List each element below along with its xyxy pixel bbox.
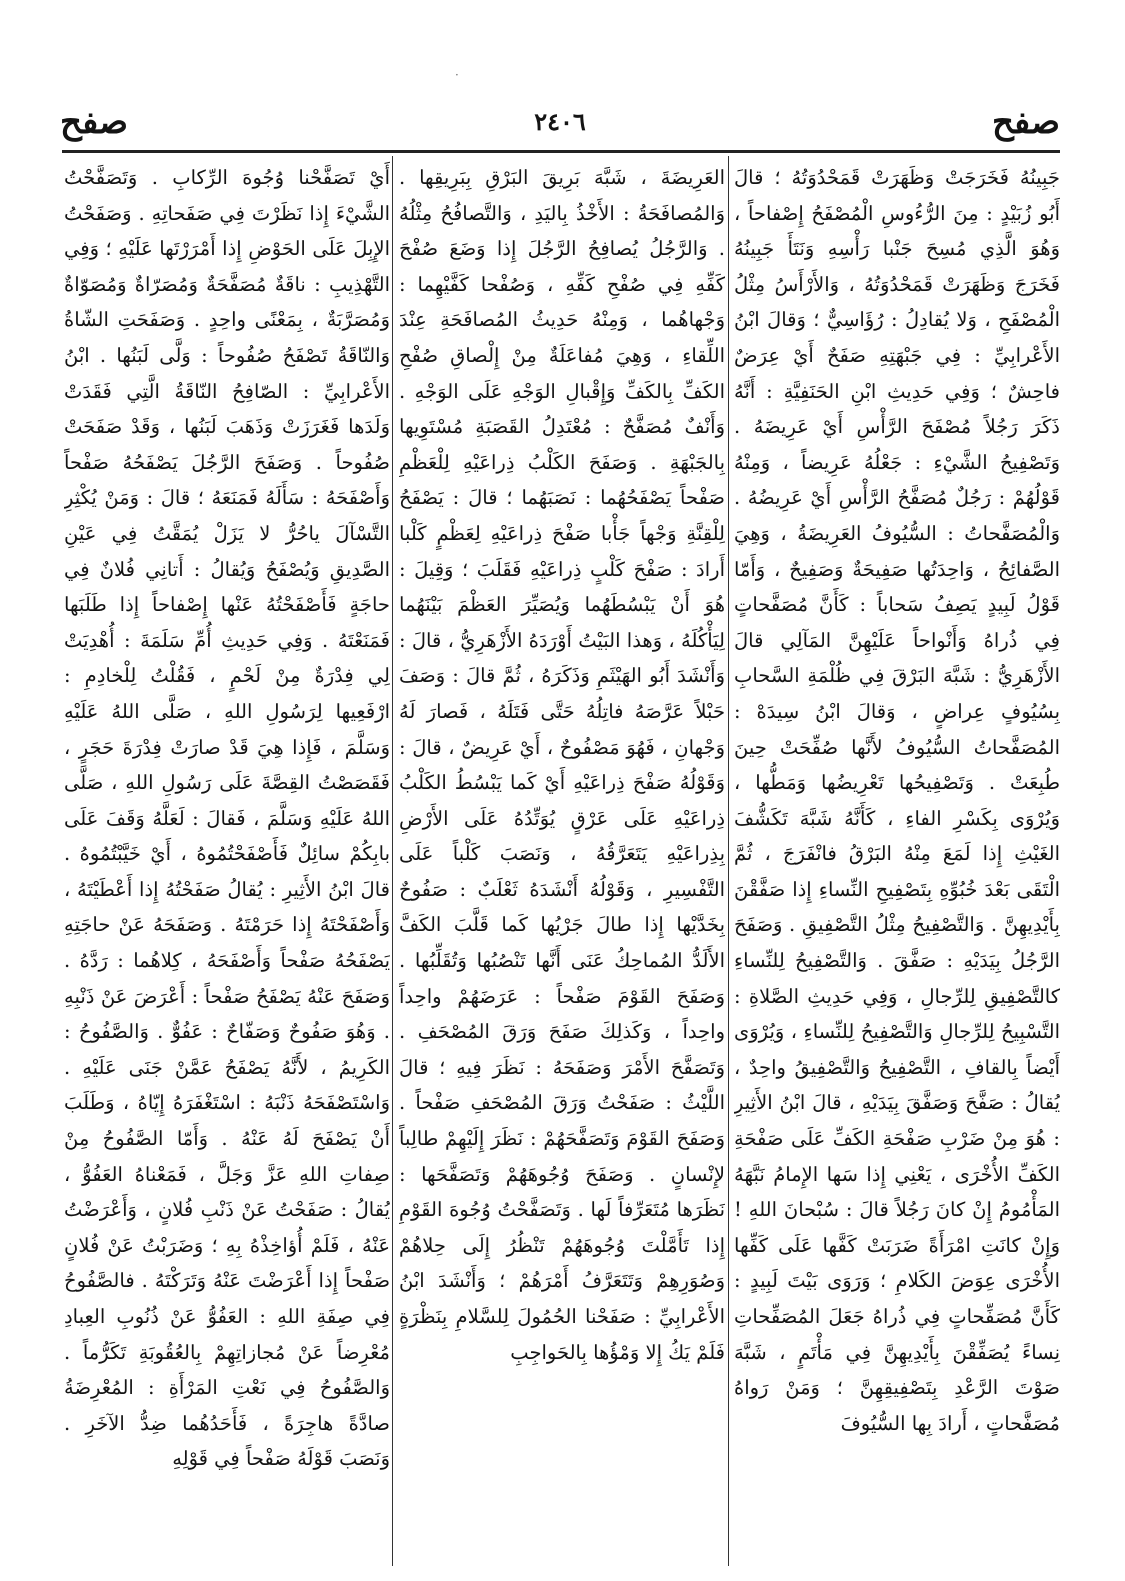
header-rule <box>62 150 1060 153</box>
text-column-right <box>734 160 1060 1565</box>
header-root-word-left: صفح <box>60 102 129 142</box>
page-header <box>60 100 1060 148</box>
column-text: أَيْ تَصَفَّحْنا وُجُوهَ الرِّكابِ . وَتَصَفَّحْتُ الشَّيْءَ إِذا نَظَرْتَ فِي صَفَحاتِهِ . وَصَفَحْتُ الإِبِلَ عَلَى الحَوْضِ إِذا أَمْرَرْتَها عَلَيْهِ ؛ وَفِي التَّهْذِيبِ : ناقَةٌ مُصَفَّحَةٌ وَمُصَرّاةٌ وَمُصَوّاةٌ وَمُصَرَّبَةٌ ، بِمَعْنًى واحِدٍ . وَصَفَحَتِ الشّاةُ وَالنّاقَةُ تَصْفَحُ صُفُوحاً : وَلَّى لَبَنُها . ابْنُ الأَعْرابِيِّ : الصّافِحُ النّاقَةُ الَّتِي فَقَدَتْ وَلَدَها فَغَرَزَتْ وَذَهَبَ لَبَنُها ، وَقَدْ صَفَحَتْ صُفُوحاً . وَصَفَحَ الرَّجُلَ يَصْفَحُهُ صَفْحاً وَأَصْفَحَهُ : سَأَلَهُ فَمَنَعَهُ ؛ قالَ : وَمَنْ يُكْثِرِ التَّسْآلَ ياحُرُّ لا يَزَلْ يُمَقَّتُ فِي عَيْنِ الصَّدِيقِ وَيُصْفَحُ وَيُقالُ : أَتانِي فُلانٌ فِي حاجَةٍ فَأَصْفَحْتُهُ عَنْها إِصْفاحاً إِذا طَلَبَها فَمَنَعْتَهُ . وَفِي حَدِيثِ أُمِّ سَلَمَةَ : أُهْدِيَتْ لِي فِدْرَةٌ مِنْ لَحْمٍ ، فَقُلْتُ لِلْخادِمِ : ارْفَعِيها لِرَسُولِ اللهِ ، صَلَّى اللهُ عَلَيْهِ وَسَلَّمَ ، فَإِذا هِيَ قَدْ صارَتْ فِدْرَةَ حَجَرٍ ، فَقَصَصْتُ القِصَّةَ عَلَى رَسُولِ اللهِ ، صَلَّى اللهُ عَلَيْهِ وَسَلَّمَ ، فَقالَ : لَعَلَّهُ وَقَفَ عَلَى بابِكُمْ سائِلٌ فَأَصْفَحْتُمُوهُ ، أَيْ خَيَّبْتُمُوهُ . قالَ ابْنُ الأَثِيرِ : يُقالُ صَفَحْتُهُ إِذا أَعْطَيْتَهُ ، وَأَصْفَحْتَهُ إِذا حَرَمْتَهُ . وَصَفَحَهُ عَنْ حاجَتِهِ يَصْفَحُهُ صَفْحاً وَأَصْفَحَهُ ، كِلاهُما : رَدَّهُ . وَصَفَحَ عَنْهُ يَصْفَحُ صَفْحاً : أَعْرَضَ عَنْ ذَنْبِهِ . وَهُوَ صَفُوحٌ وَصَفّاحٌ : عَفُوٌّ . وَالصَّفُوحُ : الكَرِيمُ ، لأَنَّهُ يَصْفَحُ عَمَّنْ جَنَى عَلَيْهِ . وَاسْتَصْفَحَهُ ذَنْبَهُ : اسْتَغْفَرَهُ إِيّاهُ ، وَطَلَبَ أَنْ يَصْفَحَ لَهُ عَنْهُ . وَأَمّا الصَّفُوحُ مِنْ صِفاتِ اللهِ عَزَّ وَجَلَّ ، فَمَعْناهُ العَفُوُّ ، يُقالُ : صَفَحْتُ عَنْ ذَنْبِ فُلانٍ ، وَأَعْرَضْتُ عَنْهُ ، فَلَمْ أُؤاخِذْهُ بِهِ ؛ وَضَرَبْتُ عَنْ فُلانٍ صَفْحاً إِذا أَعْرَضْتَ عَنْهُ وَتَرَكْتَهُ . فالصَّفُوحُ فِي صِفَةِ اللهِ : العَفُوُّ عَنْ ذُنُوبِ العِبادِ مُعْرِضاً عَنْ مُجازاتِهِمْ بِالعُقُوبَةِ تَكَرُّماً . وَالصَّفُوحُ فِي نَعْتِ المَرْأَةِ : المُعْرِضَةُ صادَّةً هاجِرَةً ، فَأَحَدُهُما ضِدُّ الآخَرِ . وَنَصَبَ قَوْلَهُ صَفْحاً فِي قَوْلِهِ <box>64 166 390 1471</box>
column-divider-left <box>392 156 393 1566</box>
header-root-word-right: صفح <box>991 102 1060 142</box>
column-text: العَرِيضَةَ ، شَبَّهَ بَرِيقَ البَرْقِ بِبَرِيقِها . وَالمُصافَحَةُ : الأَخْذُ بِاليَدِ ، وَالتَّصافُحُ مِثْلُهُ . وَالرَّجُلُ يُصافِحُ الرَّجُلَ إِذا وَضَعَ صُفْحَ كَفِّهِ فِي صُفْحِ كَفِّهِ ، وَصُفْحا كَفَّيْهِما : وَجْهاهُما ، وَمِنْهُ حَدِيثُ المُصافَحَةِ عِنْدَ اللِّقاءِ ، وَهِيَ مُفاعَلَةٌ مِنْ إِلْصاقِ صُفْحِ الكَفِّ بِالكَفِّ وَإِقْبالِ الوَجْهِ عَلَى الوَجْهِ . وَأَنْفٌ مُصَفَّحٌ : مُعْتَدِلُ القَصَبَةِ مُسْتَوِيها بِالجَبْهَةِ . وَصَفَحَ الكَلْبُ ذِراعَيْهِ لِلْعَظْمِ صَفْحاً يَصْفَحُهُما : نَصَبَهُما ؛ قالَ : يَصْفَحُ لِلْقِنَّةِ وَجْهاً جَأْبا صَفْحَ ذِراعَيْهِ لِعَظْمٍ كَلْبا أَرادَ : صَفْحَ كَلْبٍ ذِراعَيْهِ فَقَلَبَ ؛ وَقِيلَ : هُوَ أَنْ يَبْسُطَهُما وَيُصَيِّرَ العَظْمَ بَيْنَهُما لِيَأْكُلَهُ ، وَهذا البَيْتُ أَوْرَدَهُ الأَزْهَرِيُّ ، قالَ : وَأَنْشَدَ أَبُو الهَيْثَمِ وَذَكَرَهُ ، ثُمَّ قالَ : وَصَفَ حَبْلاً عَرَّصَهُ فاتِلُهُ حَتَّى فَتَلَهُ ، فَصارَ لَهُ وَجْهانِ ، فَهُوَ مَصْفُوحٌ ، أَيْ عَرِيضٌ ، قالَ : وَقَوْلُهُ صَفْحَ ذِراعَيْهِ أَيْ كَما يَبْسُطُ الكَلْبُ ذِراعَيْهِ عَلَى عَرْقٍ يُوَتِّدُهُ عَلَى الأَرْضِ بِذِراعَيْهِ يَتَعَرَّقُهُ ، وَنَصَبَ كَلْباً عَلَى التَّفْسِيرِ ، وَقَوْلُهُ أَنْشَدَهُ ثَعْلَبٌ : صَفُوحٌ بِخَدَّيْها إِذا طالَ جَرْيُها كَما قَلَّبَ الكَفَّ الأَلَدُّ المُماحِكُ عَنَى أَنَّها تَنْصُبُها وَتُقَلِّبُها . وَصَفَحَ القَوْمَ صَفْحاً : عَرَضَهُمْ واحِداً واحِداً ، وَكَذلِكَ صَفَحَ وَرَقَ المُصْحَفِ . وَتَصَفَّحَ الأَمْرَ وَصَفَحَهُ : نَظَرَ فِيهِ ؛ قالَ اللَّيْثُ : صَفَحْتُ وَرَقَ المُصْحَفِ صَفْحاً . وَصَفَحَ القَوْمَ وَتَصَفَّحَهُمْ : نَظَرَ إِلَيْهِمْ طالِباً لإِنْسانٍ . وَصَفَحَ وُجُوهَهُمْ وَتَصَفَّحَها : نَظَرَها مُتَعَرِّفاً لَها . وَتَصَفَّحْتُ وُجُوهَ القَوْمِ إِذا تَأَمَّلْتَ وُجُوهَهُمْ تَنْظُرُ إِلَى حِلاهُمْ وَصُوَرِهِمْ وَتَتَعَرَّفُ أَمْرَهُمْ ؛ وَأَنْشَدَ ابْنُ الأَعْرابِيِّ : صَفَحْنا الحُمُولَ لِلسَّلامِ بِنَظْرَةٍ فَلَمْ يَكُ إِلا وَمْؤُها بِالحَواجِبِ <box>399 166 725 1364</box>
text-column-left <box>64 160 390 1565</box>
column-divider-right <box>728 156 729 1566</box>
page-number: ٢٤٠٦ <box>534 107 586 136</box>
paper-speck: · <box>455 68 459 82</box>
text-column-middle <box>399 160 725 1565</box>
column-text: جَبِينُهُ فَخَرَجَتْ وَظَهَرَتْ قَمَحْدُوَتُهُ ؛ قالَ أَبُو زُبَيْدٍ : مِنَ الرُّءُوسِ الْمُصْفَحُ إِصْفاحاً ، وَهُوَ الَّذِي مُسِحَ جَنْبا رَأْسِهِ وَنَتَأَ جَبِينُهُ فَخَرَجَ وَظَهَرَتْ قَمَحْدُوَتُهُ ، وَالأَرْأَسُ مِثْلُ الْمُصْفَحِ ، وَلا يُقادِلُ : رُؤَاسِيٌّ ؛ وَقالَ ابْنُ الأَعْرابِيِّ : فِي جَبْهَتِهِ صَفَحٌ أَيْ عِرَضٌ فاحِشٌ ؛ وَفِي حَدِيثِ ابْنِ الحَنَفِيَّةِ : أَنَّهُ ذَكَرَ رَجُلاً مُصْفَحَ الرَّأْسِ أَيْ عَرِيضَهُ . وَتَصْفِيحُ الشَّيْءِ : جَعْلُهُ عَرِيضاً ، وَمِنْهُ قَوْلُهُمْ : رَجُلٌ مُصَفَّحُ الرَّأْسِ أَيْ عَرِيضُهُ . وَالْمُصَفَّحاتُ : السُّيُوفُ العَرِيضَةُ ، وَهِيَ الصَّفائِحُ ، وَاحِدَتُها صَفِيحَةٌ وَصَفِيحٌ ، وَأَمّا قَوْلُ لَبِيدٍ يَصِفُ سَحاباً : كَأَنَّ مُصَفَّحاتٍ فِي ذُراهُ وَأَنْواحاً عَلَيْهِنَّ المَآلِي قالَ الأَزْهَرِيُّ : شَبَّهَ البَرْقَ فِي ظُلْمَةِ السَّحابِ بِسُيُوفٍ عِراضٍ ، وَقالَ ابْنُ سِيدَهْ : المُصَفَّحاتُ السُّيُوفُ لأَنَّها صُفِّحَتْ حِينَ طُبِعَتْ . وَتَصْفِيحُها تَعْرِيضُها وَمَطُّها ، وَيُرْوَى بِكَسْرِ الفاءِ ، كَأَنَّهُ شَبَّهَ تَكَشُّفَ الغَيْثِ إِذا لَمَعَ مِنْهُ البَرْقُ فانْفَرَجَ ، ثُمَّ الْتَقَى بَعْدَ خُبُوِّهِ بِتَصْفِيحِ النِّساءِ إِذا صَفَّقْنَ بِأَيْدِيهِنَّ . وَالتَّصْفِيحُ مِثْلُ التَّصْفِيقِ . وَصَفَحَ الرَّجُلُ بِيَدَيْهِ : صَفَّقَ . وَالتَّصْفِيحُ لِلنِّساءِ كالتَّصْفِيقِ لِلرِّجالِ ، وَفِي حَدِيثِ الصَّلاةِ : التَّسْبِيحُ لِلرِّجالِ وَالتَّصْفِيحُ لِلنِّساءِ ، وَيُرْوَى أَيْضاً بِالقافِ ، التَّصْفِيحُ وَالتَّصْفِيقُ واحِدٌ ، يُقالُ : صَفَّحَ وَصَفَّقَ بِيَدَيْهِ ، قالَ ابْنُ الأَثِيرِ : هُوَ مِنْ ضَرْبِ صَفْحَةِ الكَفِّ عَلَى صَفْحَةِ الكَفِّ الأُخْرَى ، يَعْنِي إِذا سَها الإِمامُ نَبَّهَهُ المَأْمُومُ إِنْ كانَ رَجُلاً قالَ : سُبْحانَ اللهِ ! وَإِنْ كانَتِ امْرَأَةً ضَرَبَتْ كَفَّها عَلَى كَفِّها الأُخْرَى عِوَضَ الكَلامِ ؛ وَرَوَى بَيْتَ لَبِيدٍ : كَأَنَّ مُصَفِّحاتٍ فِي ذُراهُ جَعَلَ المُصَفِّحاتِ نِساءً يُصَفِّقْنَ بِأَيْدِيهِنَّ فِي مَأْتَمٍ ، شَبَّهَ صَوْتَ الرَّعْدِ بِتَصْفِيقِهِنَّ ؛ وَمَنْ رَواهُ مُصَفَّحاتٍ ، أَرادَ بِها السُّيُوفَ <box>734 166 1060 1435</box>
